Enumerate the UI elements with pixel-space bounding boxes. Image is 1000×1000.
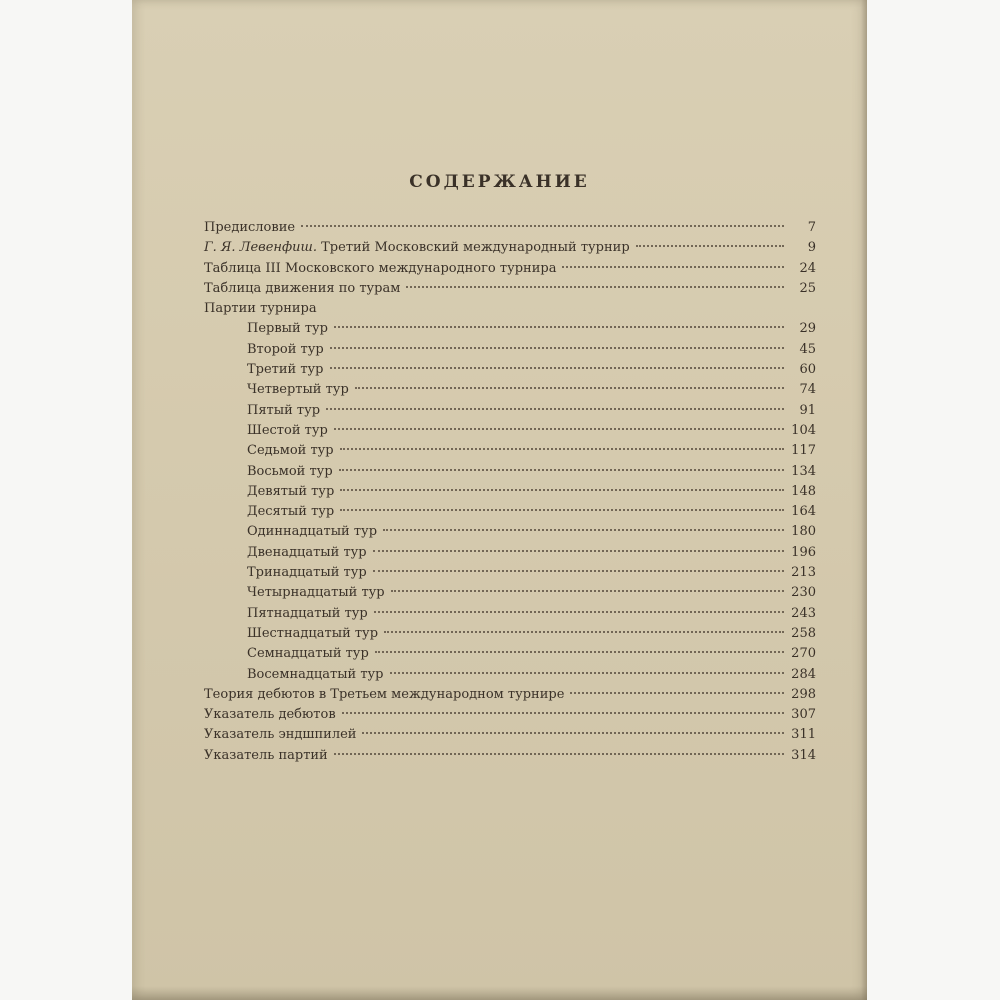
toc-entry [204,644,816,664]
dot-leader [636,245,784,247]
page-number: 284 [791,666,816,682]
page-number: 164 [791,504,816,520]
page-number: 230 [791,585,816,601]
toc-entry [204,441,816,461]
toc-entry [204,279,816,299]
entry-title: Седьмой тур [247,443,334,459]
entry-title: Предисловие [204,220,296,235]
toc-entry [204,259,816,279]
toc-entry [204,462,816,482]
page-number: 314 [791,747,816,763]
page-number: 91 [799,402,816,418]
dot-leader [334,326,784,328]
dot-leader [383,529,784,531]
toc-entry [204,238,816,258]
dot-leader [334,428,784,430]
page-number: 243 [791,605,816,621]
page-number: 45 [799,341,816,357]
entry-title [204,238,630,258]
page-number: 25 [799,280,816,296]
toc-entry [204,482,816,502]
page-number: 7 [807,220,816,235]
page-number: 24 [799,260,816,276]
entry-title: Указатель партий [204,747,328,763]
entry-title: Шестнадцатый тур [247,625,379,641]
dot-leader [562,266,784,268]
entry-title: Восьмой тур [247,463,333,479]
dot-leader [384,631,784,633]
toc-entry [204,218,816,238]
page-number: 9 [807,240,816,256]
entry-title: Четырнадцатый тур [247,585,385,601]
entry-title: Первый тур [247,321,328,337]
toc-entry [204,583,816,603]
dot-leader [340,448,784,450]
entry-title: Одиннадцатый тур [247,524,378,540]
entry-title: Теория дебютов в Третьем международном турнире [204,686,565,702]
toc-entry [204,401,816,421]
contents-heading: СОДЕРЖАНИЕ [409,172,590,192]
toc-entry [204,319,816,339]
page-number: 196 [791,544,816,560]
page-number: 180 [791,524,816,540]
page-number: 29 [799,321,816,337]
dot-leader [373,550,784,552]
entry-title: Таблица III Московского международного турнира [204,260,557,276]
dot-leader [390,672,785,674]
page-number: 311 [791,727,816,743]
dot-leader [326,408,784,410]
entry-author: Г. Я. Левенфиш. [204,240,317,256]
toc-entry [204,725,816,745]
entry-title: Таблица движения по турам [204,280,401,296]
toc-entry [204,522,816,542]
entry-title: Шестой тур [247,422,328,438]
page-number: 148 [791,483,816,499]
entry-title: Восемнадцатый тур [247,666,384,682]
toc-entry [204,665,816,685]
toc-entry [204,543,816,563]
entry-title: Указатель эндшпилей [204,727,357,743]
entry-title: Указатель дебютов [204,707,336,723]
toc-entry [204,360,816,380]
toc-entry [204,624,816,644]
dot-leader [330,367,784,369]
entry-title-text: Третий Московский международный турнир [321,240,630,256]
page-number: 117 [791,443,816,459]
book-page [132,0,867,1000]
page-number: 298 [791,686,816,702]
entry-title: Пятнадцатый тур [247,605,368,621]
dot-leader [406,286,784,288]
toc-entry [204,421,816,441]
page-bottom-shadow [132,986,867,1000]
toc-entry [204,705,816,725]
entry-title: Двенадцатый тур [247,544,367,560]
toc-entry [204,604,816,624]
dot-leader [375,651,784,653]
page-number: 270 [791,646,816,662]
table-of-contents [204,218,816,766]
entry-title: Десятый тур [247,504,335,520]
dot-leader [340,489,784,491]
dot-leader [339,469,784,471]
page-number: 258 [791,625,816,641]
page-number: 74 [799,382,816,398]
toc-entry [204,563,816,583]
dot-leader [330,347,784,349]
dot-leader [340,509,784,511]
entry-title: Второй тур [247,341,324,357]
entry-title: Третий тур [247,362,324,378]
page-number: 213 [791,565,816,581]
entry-title: Семнадцатый тур [247,646,369,662]
dot-leader [301,225,784,227]
toc-entry [204,380,816,400]
dot-leader [355,387,784,389]
toc-entry [204,502,816,522]
dot-leader [374,611,784,613]
dot-leader [334,753,784,755]
page-number: 60 [799,362,816,378]
toc-entry [204,340,816,360]
dot-leader [362,732,784,734]
entry-title: Четвертый тур [247,382,349,398]
dot-leader [373,570,784,572]
page-edge-shadow [861,0,867,1000]
entry-title: Партии турнира [204,301,317,317]
dot-leader [391,590,784,592]
page-number: 307 [791,707,816,723]
page-number: 104 [791,422,816,438]
toc-entry [204,746,816,766]
dot-leader [342,712,784,714]
toc-entry [204,685,816,705]
entry-title: Пятый тур [247,402,321,418]
dot-leader [570,692,784,694]
toc-section-heading [204,299,816,319]
entry-title: Тринадцатый тур [247,565,367,581]
entry-title: Девятый тур [247,483,335,499]
page-number: 134 [791,463,816,479]
